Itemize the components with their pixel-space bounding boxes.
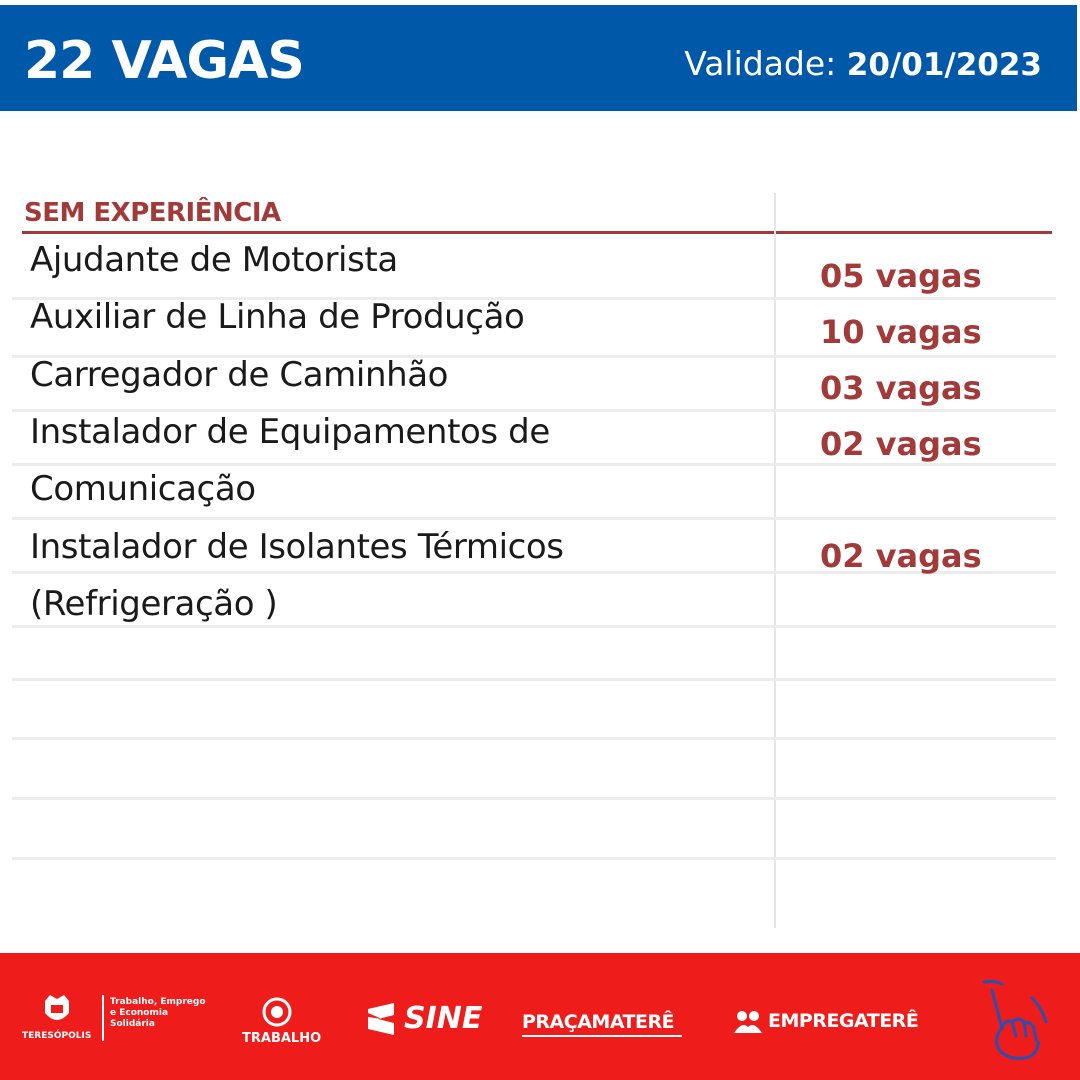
row-divider: [12, 797, 1056, 800]
validity: [684, 43, 1042, 86]
validity-date: 20/01/2023: [846, 47, 1042, 83]
logo-underline: [522, 1035, 682, 1037]
validity-label: Validade:: [684, 44, 837, 83]
department-line: Solidária: [110, 1019, 155, 1029]
sine-mark-icon: [364, 1001, 400, 1037]
vacancy-count: 10 vagas: [820, 313, 982, 351]
logo-separator: [102, 995, 104, 1041]
job-title-instalador-isolantes-line2: (Refrigeração ): [30, 584, 278, 624]
empregatere-logo: [732, 1007, 942, 1037]
row-divider: [12, 737, 1056, 740]
trabalho-label: TRABALHO: [242, 1031, 322, 1046]
vacancy-count: 02 vagas: [820, 425, 982, 463]
department-line: Trabalho, Emprego: [110, 997, 206, 1007]
department-line: e Economia: [110, 1008, 169, 1018]
seal-icon: [262, 997, 292, 1027]
pracamatere-label: PRAÇAMATERÊ: [522, 1011, 675, 1033]
job-title-instalador-equipamentos: Instalador de Equipamentos de: [30, 412, 550, 452]
row-divider: [12, 857, 1056, 860]
pointing-hand-icon: [972, 978, 1052, 1062]
row-divider: [12, 517, 1056, 520]
vacancy-count: 05 vagas: [820, 257, 982, 295]
department-name: [110, 997, 220, 1030]
vacancy-count: 03 vagas: [820, 369, 982, 407]
people-icon: [732, 1009, 764, 1033]
section-divider: [22, 231, 1052, 234]
empregatere-label: EMPREGATERÊ: [768, 1010, 919, 1032]
job-title-ajudante-motorista: Ajudante de Motorista: [30, 240, 398, 280]
city-crest-icon: [42, 993, 72, 1027]
trabalho-logo: [240, 997, 330, 1049]
vacancy-count-title: 22 VAGAS: [24, 31, 304, 91]
teresopolis-logo: [18, 993, 218, 1053]
section-title: SEM EXPERIÊNCIA: [24, 198, 281, 228]
city-name: TERESÓPOLIS: [22, 1031, 92, 1041]
footer-partners-bar: [0, 953, 1080, 1080]
column-divider: [774, 193, 776, 928]
job-title-instalador-isolantes: Instalador de Isolantes Térmicos: [30, 527, 564, 567]
job-title-carregador-caminhao: Carregador de Caminhão: [30, 355, 449, 395]
sine-logo: [364, 1001, 484, 1045]
job-title-auxiliar-linha-producao: Auxiliar de Linha de Produção: [30, 297, 525, 337]
job-title-instalador-equipamentos-line2: Comunicação: [30, 469, 256, 509]
pracamatere-logo: [522, 1009, 692, 1039]
sine-label: SINE: [404, 1001, 483, 1036]
vacancy-count: 02 vagas: [820, 537, 982, 575]
header-banner: [0, 5, 1077, 111]
row-divider: [12, 678, 1056, 681]
